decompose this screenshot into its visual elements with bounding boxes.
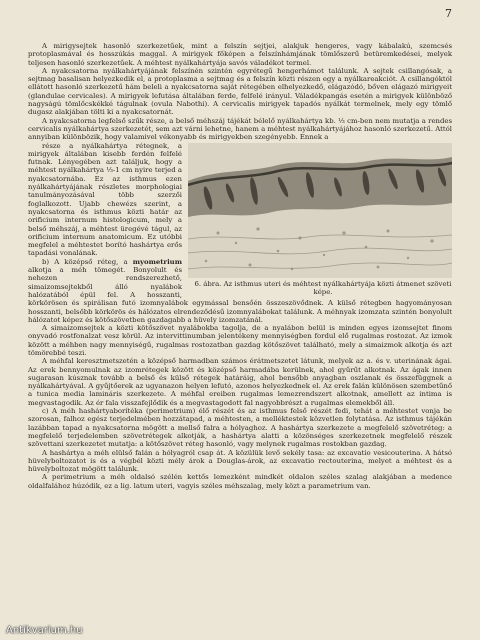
section-term: myometrium: [132, 257, 182, 266]
body-text: [28, 42, 452, 490]
page-number: 7: [445, 7, 452, 20]
paragraph: A perimetrium a méh oldalsó szélén kettős lemezként mindkét oldalon széles szalag alakjában a medence oldalfalához húzódik, ez a lig. latum uteri, vagyis széles méhszalag, mely közt a parametrium van.: [28, 473, 452, 490]
section-text: alkotja a méh tömegét. Bonyolult és nehezen rendszerezhető, simaizomsejtekből álló nyalábok halózatából épül fel. A hosszanti, körkörösen és spirálisan futó izomnyalábok egymással bensőén összeszövődnek. A külső rétegben hagyományosan hosszanti, belsőbb körkörös és hálózatos elrendeződésű izomnyalábokat találunk. A méhnyak izomzata szintén bonyolult hálózatot képez és kötőszövetben gazdagabb a hüvely izomzatánál.: [28, 266, 452, 324]
paragraph: c) A méh hashártyaborítéka (perimetrium) élő részét és az isthmus felső részét fedi, tehát a méhtestet vonja be szorosan, falhoz egész terjedelmében hozzátapad, a méhtesten, a melléktestek közvetlen folytatása. Az isthmus tájékán lazábban tapad a nyakcsatorna mögött a mellső falra a hólyaghoz. A hashártya szerkezete a megfelelő szövetréteg: a megfelelő terjedelemben szövetrétegek alkotják, a hashártya alatti a közönséges szerkezetnek megfelelő részek szövettani szerkezetet mutatja: a kötőszövet réteg hasonló, vagy melynek rugalmas rostokban gazdag.: [28, 407, 452, 449]
watermark: Antikvarium.hu: [6, 625, 83, 636]
figure-caption: 6. ábra. Az isthmus uteri és méhtest nyálkahártyája közti átmenet szöveti képe.: [194, 279, 452, 296]
paragraph: A simaizomsejtek a közti kötőszövet nyalábokba tagolja, de a nyalábon belül is minden egyes izomsejtet finom onyvadó rostfonalzat vesz körül. Az intervittinumban jelentékeny mennyiségben fordul elő rugalmas rostozat. Az izmok között a méhben nagy mennyiségű, rugalmas rostozatban gazdag kötőszövet található, mely a simaizmok alkotja és azt tömörebbé teszi.: [28, 324, 452, 357]
paragraph: A hashártya a méh elülső falán a hólyagról csap át. A közülük levő sekély tasa: az excavatio vesicouterina. A hátsó hüvelyboltozatot is és a végbél közti mély árok a Douglas-árok, az excavatio rectouterina, melyet a méhtest és a hüvelyboltozat mögött találunk.: [28, 448, 452, 474]
paragraph: A nyakcsatorna legfelső szűk része, a belső méhszáj tájékát bélelő nyálkahártya kb. ⅓ cm-ben nem mutatja a rendes cervicalis nyálkahártya szerkezetét, sem azt várni lehetne, hanem a méhtest nyálkahártyájához hasonló szerkezetű. Attól annyiban különbözik, hogy valamivel vékonyabb és mirigyekben szegényebb. Ennek a: [28, 116, 452, 142]
paragraph: A méhfal keresztmetszetén a középső harmadban számos érátmetszetet látunk, melyek az a. és v. uterinának ágai. Az erek bennyomulnak az izomrétegek között és középső harmadába kerülnek, ahol gyűrűt alkotnak. Az ágak innen sugarasan kúsznak tovább a belső és külső rétegek határáig, ahol bensőbb anyagban oszlanak és összefüggnek a nyálkahártyával. A gyűjtőerek az ugyanazon helyen lefutó, azonos helyezkednek el. Az erek falán különösen szembetűnő a tunica media lamináris szerkezete. A méhfal ereiben rugalmas lemezrendszert alkotnak, amellett az intima is megvastagodik. Az ér fala visszafejlődik és a megvastagodott fal nagyobbrészt a rugalmas elemekből áll.: [28, 357, 452, 407]
section-lead: b) A középső réteg, a: [42, 257, 133, 266]
paragraph: A nyakcsatorna nyálkahártyájának felszínén szintén egyrétegű hengerhámot találunk. A sejtek csillangósak, a sejtmag basalisan helyezkedik el, a protoplasma a sejtmag és a felszín közti részen egy a nyálkareakciót. A csillangóktól ellátott hasonló szerkezetű hám beleli a nyakcsatorna saját rétegében elhelyezkedő, elágazódó, bőven elágazó mirigyeit (glandulae cervicales). A mirigyek lefutása általában ferde, felfelé irányul. Váladékpangás esetén a mirigyek különböző nagyságú tömlőcskékké tágulnak (ovula Nabothi). A cervicalis mirigyek tapadós nyálkát termelnek, mely egy tömlő dugasz alakjában tölti ki a nyakcsatornát.: [28, 66, 452, 117]
histology-micrograph-icon: [188, 143, 452, 278]
paragraph: része a nyálkahártya rétegnek, a mirigyek általában kisebb ferdén felfelé futnak. Lényegében azt találjuk, hogy a méhtest nyálkahártya ⅓-1 cm nyire terjed a nyakcsatornába. Ez az isthmus ezen nyálkahártyájának részletes morphologiai tanulmányozásával több szerzői foglalkozott. Ujabb chewézs szerint, a nyakcsatorna és isthmus közti határ az orificium internum histologicum, mely a belső méhszáj, a méhtest üregévé tágul, az orificium internum anatomicum. Ez utóbbi megfelel a méhtestet borító hashártya erős tapadási vonalának.: [28, 141, 182, 258]
paragraph: A mirigysejtek hasonló szerkezetűek, mint a felszín sejtjei, alakjuk hengeres, vagy kábalakú, szemcsés protoplasmával és hosszúkás maggal. A mirigyek főképen a felszínhámjának tömlőszerű betüremkedései, melyek teljesen hasonló szerkezetűek. A méhtest nyálkahártyája savós váladékot termel.: [28, 42, 452, 67]
figure: [188, 143, 452, 297]
